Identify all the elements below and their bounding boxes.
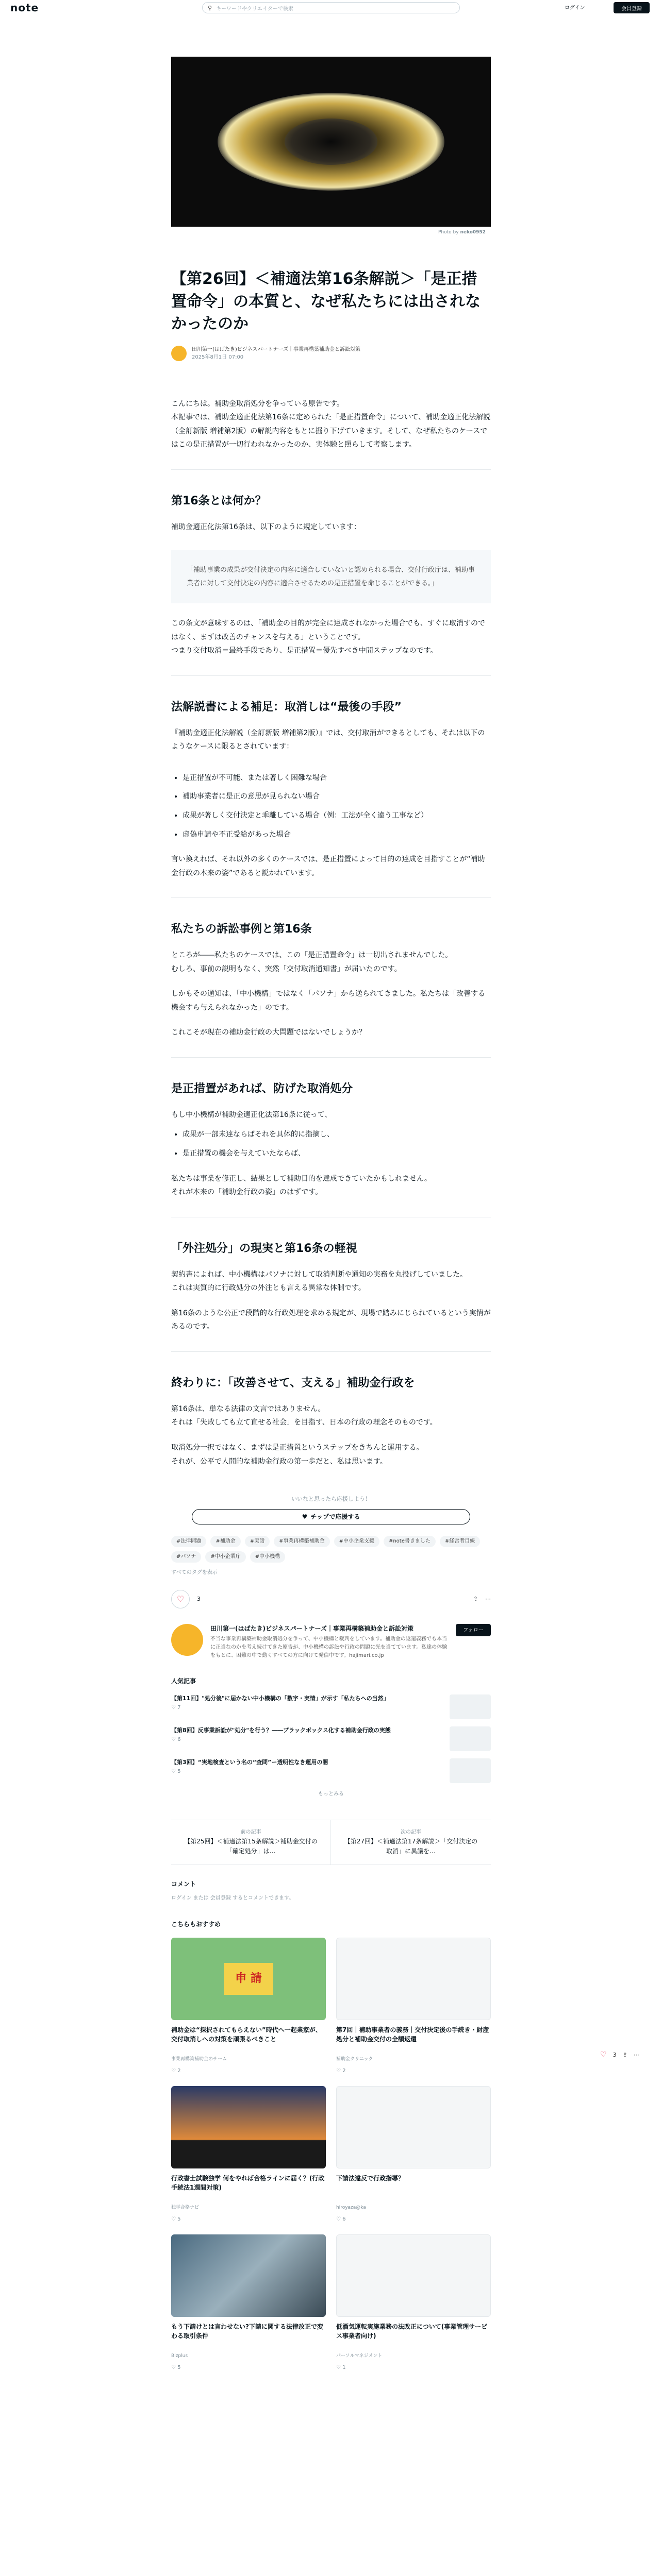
list-item: • 是正措置の機会を与えていたならば、	[183, 1147, 491, 1161]
popular-thumbnail	[450, 1758, 491, 1783]
prev-article-link[interactable]	[171, 1820, 331, 1865]
heading-s3: 私たちの訴訟事例と第16条	[171, 923, 312, 936]
global-header	[0, 0, 662, 15]
search-placeholder: キーワードやクリエイターで検索	[216, 6, 293, 12]
all-tags-link[interactable]: すべてのタグを表示	[171, 1570, 218, 1576]
s6-p3: 取消処分一択ではなく、まずは是正措置というステップをきちんと運用する。	[171, 1443, 424, 1452]
recommend-card[interactable]	[171, 1938, 326, 2076]
card-likes: ♡ 6	[336, 2216, 346, 2222]
heading-s2: 法解説書による補足：取消しは“最後の手段”	[171, 700, 402, 714]
popular-thumbnail	[450, 1694, 491, 1719]
tag[interactable]: #中小企業支援	[334, 1536, 379, 1547]
s5-p2: これは実質的に行政処分の外注とも言える異常な体制です。	[171, 1284, 366, 1293]
article-title: 【第26回】＜補適法第16条解説＞「是正措置命令」の本質と、なぜ私たちには出されなかったのか	[171, 270, 481, 333]
s2-lead: 『補助金適正化法解説（全訂新版 増補第2版）』では、交付取消ができるとしても、それは以下のようなケースに限るとされています：	[171, 728, 485, 751]
card-thumbnail	[336, 2234, 491, 2317]
like-bar	[171, 1590, 491, 1608]
s6-p2: それは「失敗しても立て直せる社会」を目指す、日本の行政の理念そのものです。	[171, 1418, 437, 1427]
popular-likes: ♡ 5	[171, 1769, 181, 1775]
recommend-grid	[171, 1938, 491, 2372]
tag[interactable]: #中小機構	[250, 1551, 285, 1563]
card-thumbnail	[336, 2086, 491, 2168]
recommend-card[interactable]	[336, 1938, 491, 2076]
heading-s5: 「外注処分」の現実と第16条の軽視	[171, 1242, 357, 1255]
popular-title: 【第3回】“実地検査という名の“査問”ー透明性なき運用の闇	[171, 1758, 328, 1766]
popular-title: 【第11回】"処分後"に届かない中小機構の「数字・実情」が示す「私たちへの当然」	[171, 1694, 389, 1702]
s2-p: 言い換えれば、それ以外の多くのケースでは、是正措置によって目的の達成を目指すことが“補助金行政の本来の姿”であると説かれています。	[171, 855, 485, 877]
s4-p1: 私たちは事業を修正し、結果として補助目的を達成できていたかもしれません。	[171, 1174, 432, 1183]
popular-likes: ♡ 6	[171, 1737, 181, 1743]
support-section	[171, 1494, 491, 1524]
s2-list	[171, 771, 491, 841]
heart-icon: ♡	[176, 1594, 185, 1604]
recommend-card[interactable]	[171, 2234, 326, 2372]
card-likes: ♡ 2	[171, 2067, 181, 2074]
s3-p2: むしろ、事前の説明もなく、突然「交付取消通知書」が届いたのです。	[171, 964, 402, 973]
heading-s4: 是正措置があれば、防げた取消処分	[171, 1082, 353, 1096]
comments-heading	[171, 1878, 491, 1903]
card-title: 下請法違反で行政指導？	[336, 2174, 405, 2182]
card-author: 事業再構築補助金のチーム	[171, 2056, 227, 2062]
card-thumbnail	[171, 2234, 326, 2317]
byline-meta	[192, 346, 360, 361]
divider	[171, 675, 491, 676]
more-icon[interactable]: ⋯	[633, 2051, 639, 2058]
popular-item[interactable]	[171, 1758, 491, 1783]
s6-p4: それが、公平で人間的な補助金行政の第一歩だと、私は思います。	[171, 1457, 387, 1466]
card-likes: ♡ 2	[336, 2067, 346, 2074]
s1-lead: 補助金適正化法第16条は、以下のように規定しています：	[171, 522, 361, 531]
author-avatar[interactable]	[171, 346, 187, 361]
s1-p1: この条文が意味するのは、「補助金の目的が完全に達成されなかった場合でも、すぐに取消すのではなく、まずは改善のチャンスを与える」ということです。	[171, 619, 485, 641]
card-author: 補助金クリニック	[336, 2056, 373, 2062]
s3-p4: これこそが現在の補助金行政の大問題ではないでしょうか？	[171, 1028, 366, 1037]
heading-s1: 第16条とは何か？	[171, 494, 267, 507]
tag[interactable]: #事業再構築補助金	[274, 1536, 329, 1547]
tag[interactable]: #経営者目線	[440, 1536, 480, 1547]
card-thumbnail	[171, 1938, 326, 2020]
article-body	[171, 268, 491, 2372]
list-item: • 是正措置が不可能、または著しく困難な場合	[183, 771, 491, 785]
tip-icon: ♥	[302, 1513, 308, 1520]
recommend-card[interactable]	[171, 2086, 326, 2224]
photo-credit	[438, 230, 486, 235]
publish-date: 2025年8月1日 07:00	[192, 354, 244, 360]
s4-p2: それが本来の「補助金行政の姿」のはずです。	[171, 1188, 323, 1197]
floating-like-count[interactable]: 3	[613, 2051, 617, 2058]
card-author: Bizplus	[171, 2353, 188, 2359]
card-title: 行政書士試験独学 何をやれば合格ラインに届く？(行政手続法1週間対策)	[171, 2174, 325, 2191]
s5-p1: 契約書によれば、中小機構はパソナに対して取消判断や通知の実務を丸投げしていました。	[171, 1270, 467, 1279]
popular-more-link[interactable]: もっとみる	[318, 1791, 344, 1797]
more-icon[interactable]: ⋯	[485, 1595, 491, 1602]
intro-p1: こんにちは。補助金取消処分を争っている原告です。	[171, 399, 344, 408]
card-likes: ♡ 5	[171, 2365, 181, 2371]
comments-login-prompt[interactable]: ログイン または 会員登録 するとコメントできます。	[171, 1895, 294, 1902]
like-button[interactable]	[171, 1590, 190, 1608]
login-link[interactable]: ログイン	[565, 5, 585, 11]
share-icon[interactable]: ⇪	[622, 2051, 627, 2058]
divider	[171, 897, 491, 898]
popular-thumbnail	[450, 1726, 491, 1751]
popular-title: 【第8回】反事業訴訟が"処分"を行う？――ブラックボックス化する補助金行政の実態	[171, 1726, 391, 1734]
floating-like-bar	[600, 2050, 639, 2059]
creator-desc: 不当な事業再構築補助金取消処分を争って、中小機構と裁判をしています。補助金の返還義務でも本当に正当なのかを考え続けてきた原告が、中小機構の訴訟や行政の問題に光を当てています。私達の体験をもとに、困難の中で動くすべての方に向けて発信中です。hajimari.co.jp	[210, 1636, 448, 1659]
s4-lead: もし中小機構が補助金適正化法第16条に従って、	[171, 1110, 332, 1119]
card-title: 第7回｜補助事業者の義務｜交付決定後の手続き・財産処分と補助金交付の全額返還	[336, 2026, 489, 2043]
hero-image	[171, 57, 491, 227]
creator-avatar[interactable]	[171, 1624, 203, 1656]
tip-button-label: チップで応援する	[310, 1513, 360, 1520]
card-title: もう下請けとは言わせない?下請に関する法律改正で変わる取引条件	[171, 2323, 323, 2340]
tag[interactable]: #パソナ	[171, 1551, 201, 1563]
tip-button[interactable]	[192, 1509, 470, 1524]
s6-p1: 第16条は、単なる法律の文言ではありません。	[171, 1404, 325, 1413]
heart-icon[interactable]: ♡	[600, 2050, 607, 2059]
card-likes: ♡ 5	[171, 2216, 181, 2222]
s5-p3: 第16条のような公正で段階的な行政処理を求める規定が、現場で踏みにじられているという実情があるのです。	[171, 1309, 491, 1331]
intro-p2: 本記事では、補助金適正化法第16条に定められた「是正措置命令」について、補助金適正化法解説（全訂新版 増補第2版）の解説内容をもとに掘り下げていきます。そして、なぜ私たちのケースではこの是正措置が一切行われなかったのか、実体験と照らして考察します。	[171, 413, 491, 449]
prev-label: 前の記事	[240, 1829, 261, 1835]
popular-item[interactable]	[171, 1694, 491, 1719]
tag[interactable]: #中小企業庁	[205, 1551, 245, 1563]
photo-credit-user[interactable]: neko0952	[460, 230, 486, 235]
search-icon: ⚲	[208, 4, 212, 11]
stamp-graphic: 申 請	[224, 1963, 273, 1995]
list-item: • 補助事業者に是正の意思が見られない場合	[183, 790, 491, 804]
tag[interactable]: #法律問題	[171, 1536, 206, 1547]
tag[interactable]: #実話	[245, 1536, 270, 1547]
card-author: 独学合格ナビ	[171, 2205, 200, 2210]
divider	[171, 1351, 491, 1352]
s4-list	[171, 1128, 491, 1160]
divider	[171, 469, 491, 470]
note-logo[interactable]: note	[10, 2, 39, 14]
recommend-card[interactable]	[336, 2234, 491, 2372]
prev-title: 【第25回】＜補適法第15条解説＞補助金交付の「確定処分」は…	[184, 1837, 318, 1855]
divider	[171, 1057, 491, 1058]
follow-button[interactable]: フォロー	[456, 1624, 491, 1636]
support-label: いいなと思ったら応援しよう！	[291, 1496, 371, 1503]
s1-p2: つまり交付取消＝最終手段であり、是正措置＝優先すべき中間ステップなのです。	[171, 647, 438, 655]
list-item: • 成果が一部未達ならばそれを具体的に指摘し、	[183, 1128, 491, 1142]
card-title: 補助金は“採択されてもらえない”時代へ一起業家が、交付取消しへの対策を頑張るべきこと	[171, 2026, 322, 2043]
next-label: 次の記事	[401, 1829, 421, 1835]
tag[interactable]: #補助金	[210, 1536, 240, 1547]
signup-button[interactable]: 会員登録	[614, 2, 650, 13]
tag-list	[171, 1536, 491, 1563]
search-input[interactable]	[202, 2, 460, 13]
photo-credit-prefix: Photo by	[438, 230, 460, 235]
share-icon[interactable]: ⇪	[473, 1595, 478, 1602]
prev-next-nav	[171, 1820, 491, 1865]
popular-item[interactable]	[171, 1726, 491, 1751]
card-thumbnail	[171, 2086, 326, 2168]
next-title: 【第27回】＜補適法第17条解説＞「交付決定の取消」に異議を…	[344, 1837, 478, 1855]
s1-quote: 「補助事業の成果が交付決定の内容に適合していないと認められる場合、交付行政庁は、補助事業者に対して交付決定の内容に適合させるための是正措置を命じることができる。」	[171, 550, 491, 603]
author-name[interactable]: 田川第一(はばたき)ビジネスパートナーズ｜事業再構築補助金と訴訟対策	[192, 346, 361, 352]
card-author: hiroyaza@ka	[336, 2205, 366, 2210]
card-title: 低酒気運転実施業務の法改正について(事業管理サービス事業者向け)	[336, 2323, 488, 2340]
creator-name[interactable]: 田川第一(はばたき)ビジネスパートナーズ｜事業再構築補助金と訴訟対策	[210, 1625, 414, 1633]
tag[interactable]: #note書きました	[384, 1536, 436, 1547]
next-article-link[interactable]	[331, 1820, 491, 1865]
heading-s6: 終わりに：「改善させて、支える」補助金行政を	[171, 1376, 415, 1389]
popular-likes: ♡ 7	[171, 1705, 181, 1711]
list-item: • 虚偽申請や不正受給があった場合	[183, 828, 491, 842]
s3-p3: しかもその通知は、「中小機構」ではなく「パソナ」から送られてきました。私たちは「改善する機会すら与えられなかった」のです。	[171, 990, 485, 1012]
s3-p1: ところが――私たちのケースでは、この「是正措置命令」は一切出されませんでした。	[171, 951, 453, 960]
byline	[171, 346, 491, 361]
recommend-label: こちらもおすすめ	[171, 1921, 221, 1928]
hero-inner-shape	[285, 118, 377, 165]
card-author: パーソルマネジメント	[336, 2353, 383, 2359]
card-likes: ♡ 1	[336, 2365, 346, 2371]
recommend-card[interactable]	[336, 2086, 491, 2224]
creator-card	[171, 1624, 491, 1660]
comments-title: コメント	[171, 1880, 196, 1888]
card-thumbnail	[336, 1938, 491, 2020]
like-count[interactable]: 3	[197, 1595, 201, 1602]
popular-label: 人気記事	[171, 1677, 196, 1685]
list-item: • 成果が著しく交付決定と乖離している場合（例：工法が全く違う工事など）	[183, 809, 491, 823]
